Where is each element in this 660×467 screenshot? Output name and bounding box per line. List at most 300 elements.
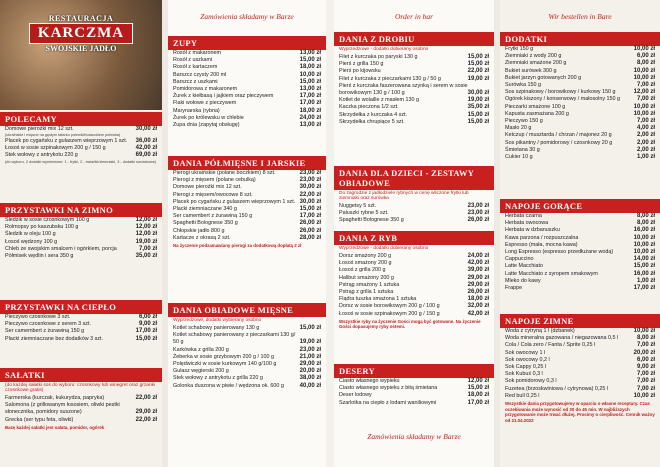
menu-item-name: Kotlet de wolaille z masłem 130 g xyxy=(339,97,420,104)
menu-item-price: 17,00 zł xyxy=(299,93,321,100)
menu-item-price: 15,00 zł xyxy=(299,57,321,64)
menu-item-price: 10,00 zł xyxy=(633,67,655,74)
menu-item xyxy=(500,378,660,385)
menu-item xyxy=(0,239,162,246)
menu-item-price: 8,00 zł xyxy=(636,220,655,227)
menu-item-name: Rosół z kartaczem xyxy=(173,64,218,71)
menu-item-price: 10,00 zł xyxy=(633,46,655,52)
menu-item-name: Cola / Cola zero / Fanta / Sprite 0,25 l xyxy=(505,342,596,349)
menu-item xyxy=(0,402,162,416)
menu-item-price: 6,00 zł xyxy=(138,314,157,320)
menu-item xyxy=(500,249,660,256)
menu-item-price: 8,00 zł xyxy=(636,213,655,219)
menu-item xyxy=(500,60,660,67)
menu-item xyxy=(0,395,162,402)
menu-item-note: (do wyboru, 2 dodatki wymienione: 1 - frytki, 2 - ćwiartki/ziemniaki, 3 - dodatki surówkowe) xyxy=(5,159,157,164)
section-polecamy xyxy=(0,112,162,164)
menu-item-price: 18,00 zł xyxy=(299,107,321,114)
menu-item-price: 16,00 zł xyxy=(633,227,655,234)
menu-item-price: 26,00 zł xyxy=(467,289,489,296)
menu-item-name: Halibut smażony 200 g xyxy=(339,274,394,281)
logo-name: KARCZMA xyxy=(29,23,133,44)
menu-item-name: Filet z kurczaka po paryski 130 g xyxy=(339,54,418,60)
menu-item xyxy=(500,242,660,249)
menu-item xyxy=(0,328,162,335)
menu-item xyxy=(168,332,326,346)
menu-item-price: 7,00 zł xyxy=(636,385,655,392)
section-title: DANIA DLA DZIECI - ZESTAWY OBIADOWE xyxy=(334,166,494,190)
section-zimne xyxy=(500,314,660,424)
menu-item xyxy=(500,263,660,270)
menu-item-name: Cukier 10 g xyxy=(505,154,533,161)
section-drob xyxy=(334,32,494,126)
menu-item-name: Surówka 150 g xyxy=(505,82,541,89)
menu-item xyxy=(334,392,494,399)
menu-item-price: 29,00 zł xyxy=(467,281,489,288)
menu-item xyxy=(500,75,660,82)
menu-item-name: Pieczywo 150 g xyxy=(505,118,543,125)
menu-item-name: Nuggetsy 5 szt. xyxy=(339,203,377,209)
menu-item-name: Red bull 0,25 l xyxy=(505,392,540,399)
menu-item-name: Skrzydełka z kurczaka 4 szt. xyxy=(339,111,408,118)
menu-item xyxy=(334,119,494,126)
menu-item-name: Stek wołowy z antrykotu z grilla 220 g xyxy=(173,375,263,382)
menu-item-name: Mleko do kawy xyxy=(505,277,541,284)
logo-line-1: RESTAURACJA xyxy=(48,14,114,23)
menu-item-name: Kotlet schabowy panierowany 130 g xyxy=(173,325,260,331)
menu-item xyxy=(334,311,494,318)
menu-item-name: Sok owocowy 1 l xyxy=(505,349,546,356)
menu-item xyxy=(168,115,326,122)
section-subtitle: Wyprzedzowe, dodatki wybierany osobno xyxy=(173,318,262,323)
menu-item xyxy=(168,383,326,390)
menu-item-price: 2,00 zł xyxy=(636,139,655,146)
menu-item-name: Cappuccino xyxy=(505,256,534,263)
menu-item-name: Flaki wołowe z pieczywem xyxy=(173,100,237,107)
menu-item-price: 17,00 zł xyxy=(633,285,655,292)
menu-item-name: Półmisek wędlin i sera 350 g xyxy=(5,253,74,260)
menu-item xyxy=(500,342,660,349)
menu-item-price: 29,00 zł xyxy=(135,409,157,416)
menu-item xyxy=(168,235,326,242)
section-subtitle: Do zagrodzie z jadłodziele rybnych w cenę wliczone frytki lub ziemniaki oraz surówka xyxy=(339,191,469,201)
menu-item xyxy=(500,118,660,125)
section-title: DANIA Z DROBIU xyxy=(334,32,494,46)
section-gorace xyxy=(500,199,660,292)
menu-item-price: 16,00 zł xyxy=(633,270,655,277)
menu-item-name: Śledzik w sosie czosnkowym 100 g xyxy=(5,217,90,223)
menu-item-name: Bukiet jarzyn gotowanych 200 g xyxy=(505,74,582,81)
menu-item-price: 15,00 zł xyxy=(467,54,489,60)
menu-item-price: 28,00 zł xyxy=(299,234,321,241)
menu-item-price: 26,00 zł xyxy=(467,217,489,224)
menu-item-name: Ciasto własnego wypieku z bitą śmietana xyxy=(339,385,438,392)
menu-item-price: 15,00 zł xyxy=(467,385,489,392)
menu-item-name: Dorsz smażony 200 g xyxy=(339,253,392,259)
menu-item xyxy=(0,336,162,343)
menu-item-price: 9,00 zł xyxy=(636,364,655,371)
menu-item-price: 10,00 zł xyxy=(633,249,655,256)
menu-item xyxy=(168,122,326,129)
menu-item-price: 15,00 zł xyxy=(299,206,321,213)
menu-item-name: Frappe xyxy=(505,285,523,292)
menu-item xyxy=(500,271,660,278)
order-band: Zamówienia składamy w Barze xyxy=(200,12,294,21)
column-2 xyxy=(168,0,326,467)
menu-item xyxy=(0,321,162,328)
menu-item-note: (ukraińskie i mięsne na gęstym tatarku polewki/buraczkiem polewka) xyxy=(5,133,121,138)
menu-item-name: Pierś z grilla 150 g xyxy=(339,61,384,68)
menu-item-name: Łosoś z grilla 200 g xyxy=(339,267,386,274)
menu-item-name: Ser camembert z żurawiną 150 g xyxy=(5,328,85,335)
menu-item-price: 24,00 zł xyxy=(467,253,489,259)
menu-item-name: Salomona (z grillowanym łososiem, oliwki pestki słonecznika, pomidory suszone) xyxy=(5,402,120,416)
menu-item xyxy=(334,54,494,61)
menu-item-name: Skrzydełka chrupiące 5 szt. xyxy=(339,118,405,125)
menu-item-name: Latte Macchiato xyxy=(505,263,544,270)
menu-item-price: 15,00 zł xyxy=(467,118,489,125)
menu-item-name: Śmietana 30 g xyxy=(505,146,540,153)
column-left xyxy=(0,0,162,467)
menu-item xyxy=(168,64,326,71)
section-dodatki xyxy=(500,32,660,161)
menu-item xyxy=(334,296,494,303)
menu-item-name: Woda z cytryną 1 l (dzbanek) xyxy=(505,328,575,334)
menu-item-name: Domowe pierożki mix 12 szt. xyxy=(173,184,242,191)
menu-item xyxy=(168,206,326,213)
menu-item xyxy=(334,217,494,224)
menu-item-price: 12,00 zł xyxy=(135,231,157,238)
menu-item-name: Sos pikantny / pomidorowy / czosnkowy 20 g xyxy=(505,139,613,146)
menu-item xyxy=(500,278,660,285)
menu-item-price: 17,00 zł xyxy=(299,100,321,107)
menu-item xyxy=(500,89,660,96)
menu-item xyxy=(500,328,660,335)
section-subtitle: (do każdej sałatki sos do wyboru: czosnkowy lub winegret oraz grzanki czosnkowe gratis) xyxy=(5,383,156,393)
menu-item xyxy=(334,112,494,119)
menu-item xyxy=(168,93,326,100)
menu-item-name: Sos szpinakowy / borowikowy / kurkowy 150 g xyxy=(505,89,616,96)
menu-item-price: 22,00 zł xyxy=(135,395,157,401)
menu-item-price: 30,00 zł xyxy=(299,198,321,205)
menu-item-name: Szarlotka na ciepło z lodami waniliowymi xyxy=(339,399,437,406)
menu-item xyxy=(0,138,162,145)
section-dzieci xyxy=(334,166,494,225)
menu-item xyxy=(500,147,660,154)
menu-item-price: 42,00 zł xyxy=(467,310,489,317)
menu-item-price: 29,00 zł xyxy=(467,274,489,281)
menu-item xyxy=(334,385,494,392)
menu-item-name: Ziemniaki z wody 200 g xyxy=(505,53,562,60)
menu-item-name: Spaghetti Bolognese 350 g xyxy=(173,220,238,227)
menu-item xyxy=(500,132,660,139)
menu-item-name: Placki ziemniaczane bez dodatków 3 szt. xyxy=(5,335,103,342)
menu-item xyxy=(334,83,494,97)
menu-item-name: Chłopskie jadło 800 g xyxy=(173,227,225,234)
menu-item-name: Kapusta zasmażana 200 g xyxy=(505,110,569,117)
menu-item-price: 23,00 zł xyxy=(467,203,489,209)
menu-item xyxy=(168,170,326,177)
menu-item xyxy=(334,253,494,260)
menu-item-name: Bukiet surówek 300 g xyxy=(505,67,557,74)
restaurant-logo xyxy=(20,14,142,53)
menu-item-price: 35,00 zł xyxy=(135,253,157,260)
menu-item-name: Woda mineralna gazowana / niegazowana 0,5 l xyxy=(505,335,619,342)
menu-item-price: 12,00 zł xyxy=(135,217,157,223)
menu-item xyxy=(500,256,660,263)
menu-item-price: 23,00 zł xyxy=(467,210,489,217)
menu-item-name: Latte Macchiato z syropem smakowym xyxy=(505,270,598,277)
section-title: DANIA Z RYB xyxy=(334,231,494,245)
menu-item-name: Flądra tuszka smażona 1 sztuka xyxy=(339,296,417,303)
menu-item-price: 22,00 zł xyxy=(467,68,489,75)
menu-item-price: 7,00 zł xyxy=(636,378,655,385)
section-subtitle: Wyprzedzowe - dodatki dobierany osobno xyxy=(339,47,429,52)
menu-item xyxy=(500,335,660,342)
menu-item-price: 23,00 zł xyxy=(299,170,321,176)
menu-item-name: Placek po cygańsku z gulaszem wieprzowym 1 szt. xyxy=(5,138,128,144)
menu-item-name: Łosoś wędzony 100 g xyxy=(5,238,58,245)
menu-item xyxy=(168,228,326,235)
menu-item-name: Stek wołowy z antrykotu 220 g xyxy=(5,152,78,159)
menu-item-price: 35,00 zł xyxy=(467,104,489,111)
column-3 xyxy=(334,0,494,467)
menu-item xyxy=(0,126,162,133)
order-band-bottom: Zamówienia składamy w Barze xyxy=(367,432,461,441)
menu-item xyxy=(334,61,494,68)
menu-item-price: 17,00 zł xyxy=(135,328,157,335)
menu-item xyxy=(500,371,660,378)
menu-item-price: 42,00 zł xyxy=(467,260,489,267)
menu-item-price: 7,00 zł xyxy=(138,245,157,252)
menu-item xyxy=(0,246,162,253)
menu-item-name: Pstrąg smażony 1 sztuka xyxy=(339,281,400,288)
menu-item-price: 24,00 zł xyxy=(299,114,321,121)
menu-item-name: Chleb ze swojskim smalcem i ogórkiem, porcja xyxy=(5,245,117,252)
menu-item-price: 1,00 zł xyxy=(636,154,655,161)
menu-item xyxy=(500,213,660,220)
menu-item-price: 17,00 zł xyxy=(467,399,489,406)
menu-item xyxy=(334,378,494,385)
menu-item-price: 15,00 zł xyxy=(633,263,655,270)
menu-item-name: Espresso (mała, mocna kawa) xyxy=(505,241,578,248)
menu-item xyxy=(500,220,660,227)
section-przystawki-cieplo xyxy=(0,300,162,343)
section-footnote: Wszystkie dania przygotowujemy w oparciu o własne receptury. Czas oczekiwania może wynosić od 30 do 45 min. W najbliższych przygotowanie może trwać dłużej. Prosimy o cierpliwość. Cennik ważny od 21.04.2022 xyxy=(505,401,655,423)
menu-item xyxy=(500,104,660,111)
menu-item xyxy=(500,82,660,89)
menu-item-name: Sok Cappy 0,25 l xyxy=(505,364,547,371)
menu-item-name: Marynarska (rybna) xyxy=(173,107,220,114)
menu-item xyxy=(168,100,326,107)
menu-item-name: Pieczarki smażone 100 g xyxy=(505,103,566,110)
section-title: DANIA PÓŁMIĘSNE I JARSKIE xyxy=(168,156,326,170)
menu-item xyxy=(168,361,326,368)
menu-item xyxy=(334,68,494,75)
menu-item-price: 15,00 zł xyxy=(299,78,321,85)
menu-item-price: 19,00 zł xyxy=(135,238,157,245)
menu-item-price: 10,00 zł xyxy=(633,110,655,117)
menu-item-name: Sok Kubuś 0,3 l xyxy=(505,371,543,378)
menu-item-price: 2,00 zł xyxy=(636,146,655,153)
menu-item-price: 8,00 zł xyxy=(636,335,655,342)
section-title: DANIA OBIADOWE MIĘSNE xyxy=(168,303,326,317)
menu-item-price: 1,00 zł xyxy=(636,277,655,284)
menu-item-price: 10,00 zł xyxy=(633,328,655,334)
menu-item-name: Łosoś w sosie szpinakowym 200 g / 150 g xyxy=(5,145,106,152)
section-subtitle: Wyprzedzowe - dodatki dobierany osobno xyxy=(339,246,429,251)
menu-item xyxy=(168,177,326,184)
menu-item-name: Ziemniaki smażone 200 g xyxy=(505,60,567,67)
menu-item xyxy=(334,104,494,111)
menu-item-price: 20,00 zł xyxy=(299,368,321,375)
menu-item xyxy=(500,235,660,242)
menu-item-price: 7,00 zł xyxy=(636,82,655,89)
menu-item-name: Ser camembert z żurawiną 150 g xyxy=(173,213,253,220)
menu-item-price: 30,00 zł xyxy=(135,126,157,132)
menu-item-price: 36,00 zł xyxy=(135,138,157,144)
menu-item xyxy=(0,417,162,424)
menu-item-name: Farmerska (kurczak, kukurydza, papryka) xyxy=(5,395,105,401)
menu-item xyxy=(334,260,494,267)
menu-item-price: 6,00 zł xyxy=(636,356,655,363)
menu-item xyxy=(0,145,162,152)
menu-item-price: 7,00 zł xyxy=(636,96,655,103)
menu-item-name: Ciasto własnego wypieku xyxy=(339,378,400,384)
menu-item-name: Fuzetea (brzoskwiniowa / cytrynowa) 0,25 l xyxy=(505,385,609,392)
section-jarskie xyxy=(168,156,326,250)
menu-item xyxy=(168,79,326,86)
menu-item xyxy=(0,217,162,224)
menu-item xyxy=(500,154,660,161)
menu-item xyxy=(0,253,162,260)
menu-item xyxy=(334,203,494,210)
section-title: PRZYSTAWKI NA ZIMNO xyxy=(0,203,162,217)
column-right xyxy=(500,0,660,467)
menu-item xyxy=(168,199,326,206)
menu-item-price: 10,00 zł xyxy=(633,74,655,81)
menu-item-price: 10,00 zł xyxy=(633,103,655,110)
menu-item-name: Rosół z makaronem xyxy=(173,50,221,56)
menu-item-name: Masło 20 g xyxy=(505,125,532,132)
menu-item-name: Gulasz węgierski 200 g xyxy=(173,368,229,375)
menu-item-name: Deser lodowy xyxy=(339,392,372,399)
menu-item-name: Herbata owocowa xyxy=(505,220,549,227)
section-footnote: Wszystkie ryby na życzenie Gości mogą być gotowane. Na życzenie Gości dopasujemy ryby ośtemi. xyxy=(339,318,481,330)
menu-item-name: Rosół z uszkami xyxy=(173,57,213,64)
menu-item-price: 2,00 zł xyxy=(636,132,655,139)
menu-item-price: 7,00 zł xyxy=(636,342,655,349)
menu-item-price: 39,00 zł xyxy=(467,267,489,274)
menu-item xyxy=(500,227,660,234)
menu-item-name: Herbata czarna xyxy=(505,213,542,219)
menu-item-name: Polędwiczki w sosie kurkowym 140 g/100 g xyxy=(173,361,277,368)
menu-item-name: Żeberka w sosie grzybowym 200 g / 100 g xyxy=(173,353,274,360)
menu-item-price: 19,00 zł xyxy=(467,75,489,82)
section-footnote: Na życzenie podzamawiany pierogi za dodatkową dopłatą 2 zł xyxy=(173,243,302,249)
section-title: PRZYSTAWKI NA CIEPŁO xyxy=(0,300,162,314)
menu-item-name: Golonka duszona w piwie / wędzona ok. 600 g xyxy=(173,382,284,389)
menu-item-price: 13,00 zł xyxy=(299,50,321,56)
section-desery xyxy=(334,364,494,407)
menu-item-name: Placki ziemniaczane 340 g xyxy=(173,206,237,213)
menu-item-price: 6,00 zł xyxy=(636,53,655,60)
menu-item-name: Rolmopsy po kaszubsku 100 g xyxy=(5,224,79,231)
section-title: DODATKI xyxy=(500,32,660,46)
menu-item-price: 17,00 zł xyxy=(299,213,321,220)
menu-item xyxy=(168,213,326,220)
menu-item-price: 12,00 zł xyxy=(135,224,157,231)
section-title: ZUPY xyxy=(168,36,326,50)
menu-item-name: Ketczup / musztarda / chrzan / majonez 20 g xyxy=(505,132,612,139)
menu-item-name: Dorsz w sosie borowikowym 200 g / 100 g xyxy=(339,303,440,310)
menu-item-price: 22,00 zł xyxy=(299,191,321,198)
menu-item-name: Sok pomidorowy 0,3 l xyxy=(505,378,557,385)
menu-item-price: 10,00 zł xyxy=(633,392,655,399)
menu-item xyxy=(0,231,162,238)
menu-item-price: 10,00 zł xyxy=(633,234,655,241)
menu-item-price: 42,00 zł xyxy=(135,145,157,152)
menu-item-price: 32,00 zł xyxy=(467,303,489,310)
menu-item-price: 40,00 zł xyxy=(299,382,321,389)
menu-item xyxy=(168,57,326,64)
menu-item-name: Kaczka pieczona 1/2 szt. xyxy=(339,104,399,111)
logo-line-3: SWOJSKIE JADŁO xyxy=(45,44,117,53)
menu-item-price: 21,00 zł xyxy=(299,353,321,360)
menu-item-price: 23,00 zł xyxy=(299,346,321,353)
menu-item-price: 12,00 zł xyxy=(467,378,489,384)
menu-item-price: 15,00 zł xyxy=(135,335,157,342)
menu-item-name: Ogórek kiszony / konserwowy / małosolny 150 g xyxy=(505,96,621,103)
menu-item-name: Filet z kurczaka z pieczarkami 130 g / 50 g xyxy=(339,75,441,82)
menu-item-price: 7,00 zł xyxy=(636,371,655,378)
menu-item-price: 23,00 zł xyxy=(299,177,321,184)
menu-item-name: Barszcz czysty 200 ml xyxy=(173,71,227,78)
menu-item-name: Zupa dnia (zapytaj obsługę) xyxy=(173,122,240,129)
menu-item-name: Śledzik w oleju 100 g xyxy=(5,231,56,238)
menu-item-name: Pierogi ukraińskie (polane boczkiem) 8 szt. xyxy=(173,170,276,176)
menu-item xyxy=(168,108,326,115)
menu-item-price: 19,00 zł xyxy=(299,339,321,346)
menu-item xyxy=(168,368,326,375)
menu-item xyxy=(500,68,660,75)
menu-item xyxy=(168,347,326,354)
menu-item xyxy=(334,267,494,274)
menu-item xyxy=(168,325,326,332)
menu-item-name: Pieczywo czosnkowe 3 szt. xyxy=(5,314,71,320)
menu-item-price: 19,00 zł xyxy=(467,97,489,104)
menu-item-name: Pierś z kurczaka faszerowana szynką i serem w sosie borowikowym 130 g / 100 g xyxy=(339,82,468,97)
menu-item xyxy=(334,97,494,104)
menu-item-price: 10,00 zł xyxy=(633,241,655,248)
menu-item xyxy=(334,282,494,289)
menu-item-name: Pstrąg z grilla 1 sztuka xyxy=(339,289,394,296)
menu-item xyxy=(0,314,162,321)
menu-item xyxy=(168,354,326,361)
menu-item-price: 14,00 zł xyxy=(633,256,655,263)
menu-item-name: Pierogi z mięsem (polane cebulką) xyxy=(173,177,256,184)
menu-item xyxy=(500,125,660,132)
menu-item-name: Placek po cygańsku z gulaszem wieprzowym 1 szt. xyxy=(173,198,296,205)
menu-item xyxy=(168,72,326,79)
menu-item-name: Żurek po królewsku w chlebie xyxy=(173,114,244,121)
order-band: Order in bar xyxy=(394,12,434,21)
menu-item-price: 30,00 zł xyxy=(299,184,321,191)
section-ryb xyxy=(334,231,494,331)
menu-item-price: 69,00 zł xyxy=(135,152,157,159)
section-zupy xyxy=(168,36,326,129)
menu-item-name: Herbata w dzbanuszku xyxy=(505,227,560,234)
